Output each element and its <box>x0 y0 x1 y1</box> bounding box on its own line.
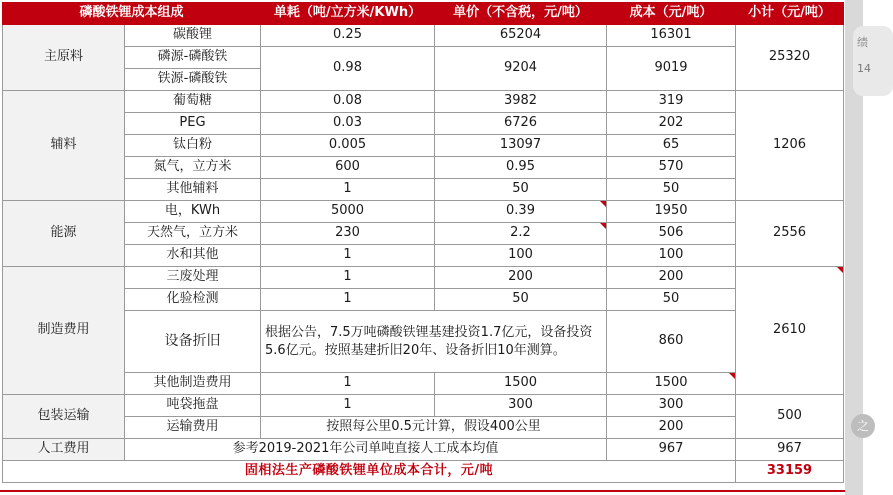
item-cost: 200 <box>607 417 736 439</box>
item-cost: 100 <box>607 245 736 267</box>
group-subtotal-energy: 2556 <box>736 201 844 267</box>
header-consumption: 单耗（吨/立方米/KWh） <box>261 3 435 25</box>
item-price: 50 <box>435 289 607 311</box>
table-row <box>3 289 844 311</box>
side-widget[interactable] <box>853 26 893 96</box>
table-row <box>3 417 844 439</box>
item-name: 电，KWh <box>125 201 261 223</box>
item-name: 三废处理 <box>125 267 261 289</box>
item-consumption: 0.98 <box>261 47 435 91</box>
group-subtotal-packaging: 500 <box>736 395 844 439</box>
table-row <box>3 373 844 395</box>
total-row <box>3 461 844 483</box>
item-consumption: 1 <box>261 289 435 311</box>
table-row <box>3 439 844 461</box>
labor-note: 参考2019-2021年公司单吨直接人工成本均值 <box>125 439 607 461</box>
table-row <box>3 47 844 69</box>
item-consumption: 0.005 <box>261 135 435 157</box>
group-label-main: 主原料 <box>3 25 125 91</box>
item-consumption: 1 <box>261 395 435 417</box>
item-price: 200 <box>435 267 607 289</box>
table-row <box>3 201 844 223</box>
table-header-row <box>3 3 844 25</box>
item-cost: 506 <box>607 223 736 245</box>
item-cost: 200 <box>607 267 736 289</box>
item-name: 化验检测 <box>125 289 261 311</box>
item-cost: 9019 <box>607 47 736 91</box>
item-price: 1500 <box>435 373 607 395</box>
item-name: 氮气，立方米 <box>125 157 261 179</box>
item-price: 3982 <box>435 91 607 113</box>
side-panel <box>845 0 871 495</box>
table-row <box>3 135 844 157</box>
header-cost: 成本（元/吨） <box>607 3 736 25</box>
item-name: PEG <box>125 113 261 135</box>
item-name: 铁源-磷酸铁 <box>125 69 261 91</box>
cost-table <box>2 2 844 483</box>
item-price: 9204 <box>435 47 607 91</box>
item-consumption: 600 <box>261 157 435 179</box>
side-round-button[interactable]: 之 <box>851 414 875 438</box>
transport-note: 按照每公里0.5元计算，假设400公里 <box>261 417 607 439</box>
depreciation-note: 根据公告，7.5万吨磷酸铁锂基建投资1.7亿元，设备投资5.6亿元。按照基建折旧20年、设备折旧10年测算。 <box>261 311 607 373</box>
group-label-aux: 辅料 <box>3 91 125 201</box>
item-name: 其他制造费用 <box>125 373 261 395</box>
header-price: 单价（不含税，元/吨） <box>435 3 607 25</box>
item-cost: 300 <box>607 395 736 417</box>
item-consumption: 0.08 <box>261 91 435 113</box>
item-consumption: 1 <box>261 179 435 201</box>
total-label: 固相法生产磷酸铁锂单位成本合计，元/吨 <box>3 461 736 483</box>
item-consumption: 1 <box>261 245 435 267</box>
group-subtotal-aux: 1206 <box>736 91 844 201</box>
item-name: 吨袋拖盘 <box>125 395 261 417</box>
item-price: 300 <box>435 395 607 417</box>
item-cost: 50 <box>607 179 736 201</box>
item-price: 65204 <box>435 25 607 47</box>
item-price: 2.2 <box>435 223 607 245</box>
header-subtotal: 小计（元/吨） <box>736 3 844 25</box>
item-price: 100 <box>435 245 607 267</box>
item-price: 13097 <box>435 135 607 157</box>
table-row <box>3 179 844 201</box>
group-subtotal-manufacturing: 2610 <box>736 267 844 395</box>
item-cost: 1500 <box>607 373 736 395</box>
item-price: 0.95 <box>435 157 607 179</box>
header-component: 磷酸铁锂成本组成 <box>3 3 261 25</box>
table-row <box>3 91 844 113</box>
side-text-2: 14 <box>857 62 871 75</box>
item-name: 磷源-磷酸铁 <box>125 47 261 69</box>
item-name: 天然气，立方米 <box>125 223 261 245</box>
item-price: 0.39 <box>435 201 607 223</box>
item-consumption: 5000 <box>261 201 435 223</box>
item-cost: 50 <box>607 289 736 311</box>
table-row <box>3 267 844 289</box>
item-consumption: 1 <box>261 373 435 395</box>
item-cost: 860 <box>607 311 736 373</box>
item-cost: 16301 <box>607 25 736 47</box>
item-price: 6726 <box>435 113 607 135</box>
item-name: 钛白粉 <box>125 135 261 157</box>
item-name: 碳酸锂 <box>125 25 261 47</box>
group-label-energy: 能源 <box>3 201 125 267</box>
item-name: 其他辅料 <box>125 179 261 201</box>
item-consumption: 0.25 <box>261 25 435 47</box>
item-name: 葡萄糖 <box>125 91 261 113</box>
item-cost: 967 <box>607 439 736 461</box>
item-consumption: 230 <box>261 223 435 245</box>
group-label-labor: 人工费用 <box>3 439 125 461</box>
table-row <box>3 25 844 47</box>
item-consumption: 0.03 <box>261 113 435 135</box>
table-row <box>3 245 844 267</box>
table-row <box>3 395 844 417</box>
item-cost: 1950 <box>607 201 736 223</box>
item-cost: 65 <box>607 135 736 157</box>
group-subtotal-main: 25320 <box>736 25 844 91</box>
table-row <box>3 157 844 179</box>
total-value: 33159 <box>736 461 844 483</box>
side-text-1: 绩 <box>857 36 868 49</box>
item-cost: 319 <box>607 91 736 113</box>
item-cost: 202 <box>607 113 736 135</box>
bottom-accent-line <box>0 490 863 492</box>
table-row <box>3 113 844 135</box>
group-label-packaging: 包装运输 <box>3 395 125 439</box>
item-cost: 570 <box>607 157 736 179</box>
item-name: 水和其他 <box>125 245 261 267</box>
group-label-manufacturing: 制造费用 <box>3 267 125 395</box>
item-name: 设备折旧 <box>125 311 261 373</box>
table-row <box>3 223 844 245</box>
table-row <box>3 311 844 373</box>
item-price: 50 <box>435 179 607 201</box>
item-consumption: 1 <box>261 267 435 289</box>
group-subtotal-labor: 967 <box>736 439 844 461</box>
item-name: 运输费用 <box>125 417 261 439</box>
